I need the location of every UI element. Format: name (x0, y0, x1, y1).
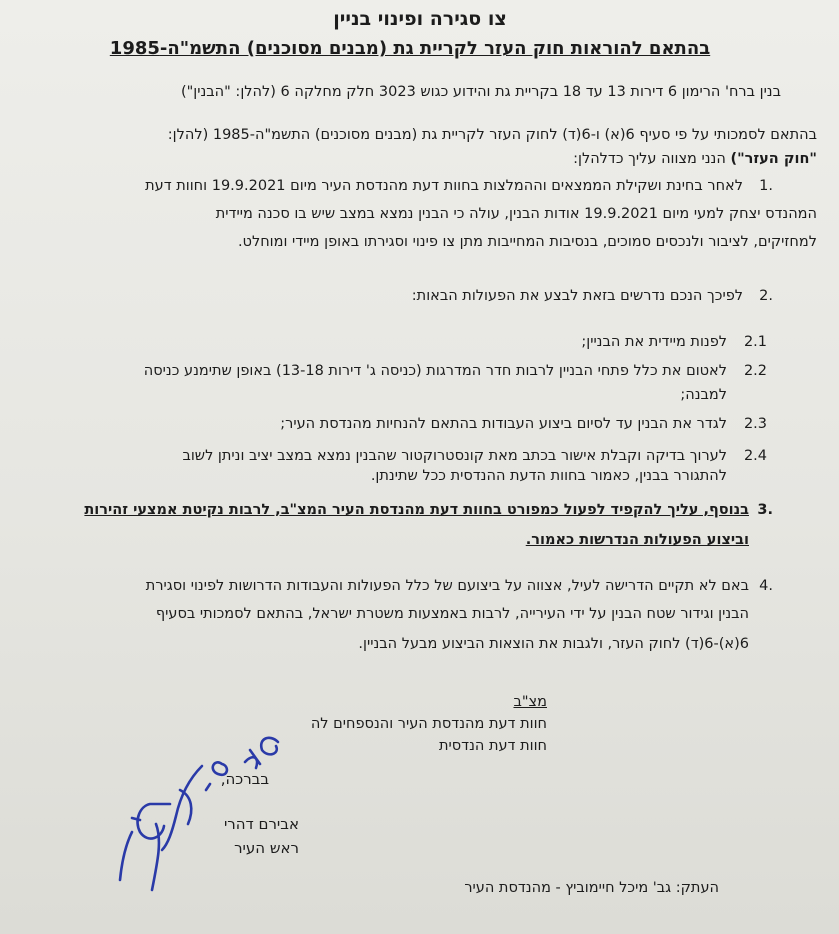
subitem-2-3-line-1: לגדר את הבנין עד לסיום ביצוע העבודות בהתאם להנחיות מהנדסת העיר; (280, 416, 727, 432)
subitem-2-4-number: 2.4 (743, 448, 767, 464)
intro-line-1: בהתאם לסמכותי על פי סעיף 6(א) ו-6(ד) לחוק העזר לקריית גת (מבנים מסוכנים) התשמ"ה-1985 (להלן: (167, 127, 817, 143)
cc-line: העתק: גב' מיכל חיימוביץ - מהנדסת העיר (464, 880, 719, 896)
item-4-line-2: הבנין וגידור שטח הבנין על ידי העירייה, לרבות באמצעות משטרת ישראל, בהתאם לסמכותי בסעיף (155, 606, 749, 622)
item-3-line-2: וביצוע הפעולות הנדרשות כאמור. (525, 532, 749, 548)
intro-line-2-rest: הנני מצווה עליך כדלהלן: (573, 151, 731, 167)
item-3-line-1: בנוסף, עליך להקפיד לפעול כמפורט בחוות דעת מהנדסת העיר המצ"ב, לרבות נקיטת אמצעי זהירות (84, 502, 749, 518)
item-1-line-2: המהנדס יצחק למעי מיום 19.9.2021 אודות הבנין, עולה כי הבנין נמצא במצב שיש בו סכנה מיידית (215, 206, 817, 222)
document-subtitle: בהתאם להוראות חוק העזר לקריית גת (מבנים מסוכנים) התשמ"ה-1985 (109, 38, 711, 59)
subitem-2-2-number: 2.2 (743, 363, 767, 379)
item-2-line-1: לפיכך הנכם נדרשים בזאת לבצע את הפעולות הבאות: (411, 288, 743, 304)
signatory-role: ראש העיר (234, 839, 299, 857)
subitem-2-2-line-2: למבנה; (680, 387, 727, 403)
attachment-1: חוות דעת מהנדסת העיר והנספחים לה (310, 716, 547, 732)
signature-greeting: בברכה, (220, 770, 269, 788)
item-1-line-3: למחזיקים, לציבור ולנכסים סמוכים, בנסיבות המחייבות מתן צו פינוי וסגירתו באופן מיידי ומוחלט. (237, 234, 817, 250)
document-title: צו סגירה ופינוי בניין (333, 8, 507, 30)
attachment-2: חוות דעת הנדסית (438, 738, 547, 754)
item-3-number: 3. (757, 502, 773, 518)
intro-law-label: "חוק העזר") (730, 151, 817, 167)
handwritten-signature (110, 720, 300, 900)
item-2-number: 2. (759, 288, 773, 304)
signatory-name: אבירם דהרי (223, 815, 299, 833)
item-1-number: 1. (759, 178, 773, 194)
item-4-line-3: 6(א)-6(ד) לחוק העזר, ולגבות את הוצאות הביצוע מבעל הבניין. (358, 636, 749, 652)
item-1-line-1: לאחר בחינת ושקילת הממצאים וההמלצות בחוות דעת מהנדסת העיר מיום 19.9.2021 וחוות דעת (145, 178, 743, 194)
item-4-line-1: באם לא תקיים הדרישה לעיל, אצווה על ביצועם של כלל הפעולות והעבודות הדרושות לפינוי וסגירת (145, 578, 749, 594)
subitem-2-3-number: 2.3 (743, 416, 767, 432)
subitem-2-1-number: 2.1 (743, 334, 767, 350)
subitem-2-2-line-1: לאטום את כלל פתחי הבניין לרבות חדר המדרגות (כניסה ג' דירות 13-18) באופן שתימנע כניסה (143, 363, 727, 379)
attachments-heading: מצ"ב (513, 694, 547, 710)
subitem-2-4-line-1: לערוך בדיקה וקבלת אישור בכתב מאת קונסטרוקטור שהבנין נמצא במצב יציב וניתן לשוב (182, 448, 727, 464)
building-line: בנין ברח' הרימון 6 דירות 13 עד 18 בקריית גת והידוע כגוש 3023 חלק מחלקה 6 (להלן: "הבנין") (180, 84, 781, 100)
intro-line-2 (573, 151, 817, 167)
subitem-2-4-line-2: להתגורר בבנין, כאמור בחוות הדעת ההנדסית ככל שתינתן. (370, 468, 727, 484)
subitem-2-1-line-1: לפנות מיידית את הבניין; (581, 334, 727, 350)
item-4-number: 4. (759, 578, 773, 594)
